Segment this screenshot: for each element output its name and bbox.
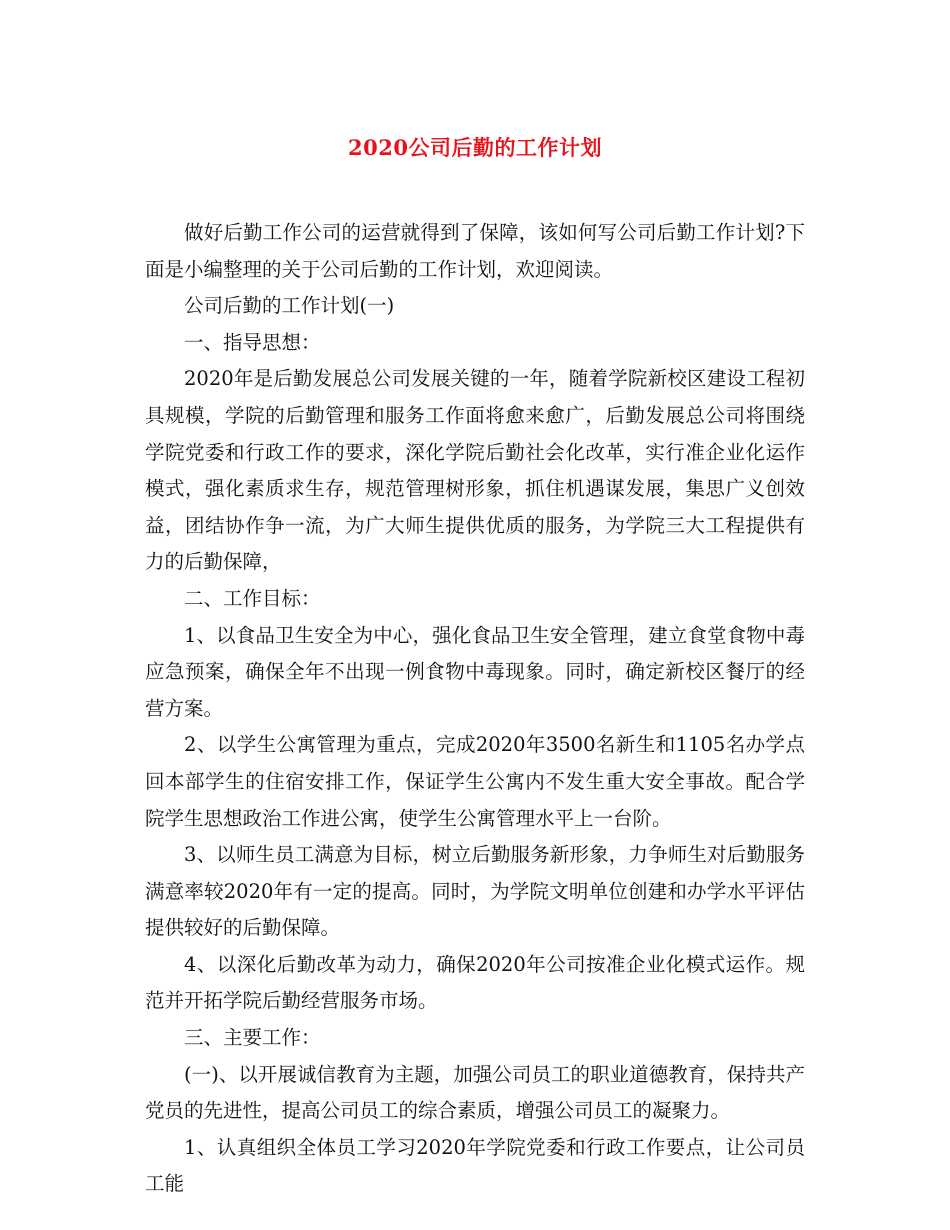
document-title: 2020公司后勤的工作计划: [348, 135, 602, 160]
guiding-ideology-paragraph: 2020年是后勤发展总公司发展关键的一年，随着学院新校区建设工程初具规模，学院的后勤管理和服务工作面将愈来愈广，后勤发展总公司将围绕学院党委和行政工作的要求，深化学院后勤社会化改革，实行准企业化运作模式，强化素质求生存，规范管理树形象，抓住机遇谋发展，集思广义创效益，团结协作争一流，为广大师生提供优质的服务，为学院三大工程提供有力的后勤保障，: [145, 367, 805, 574]
intro-paragraph: 做好后勤工作公司的运营就得到了保障，该如何写公司后勤工作计划?下面是小编整理的关于公司后勤的工作计划，欢迎阅读。: [145, 221, 805, 281]
goal-item-4: 4、以深化后勤改革为动力，确保2020年公司按准企业化模式运作。规范并开拓学院后勤经营服务市场。: [145, 952, 805, 1013]
heading-guiding-ideology: 一、指导思想：: [184, 330, 321, 354]
goal-item-1: 1、以食品卫生安全为中心，强化食品卫生安全管理，建立食堂食物中毒应急预案，确保全年不出现一例食物中毒现象。同时，确定新校区餐厅的经营方案。: [145, 623, 805, 720]
section-heading-plan-one: 公司后勤的工作计划(一): [184, 294, 395, 318]
main-work-subitem-1: 1、认真组织全体员工学习2020年学院党委和行政工作要点，让公司员工能: [145, 1135, 805, 1196]
heading-work-goals: 二、工作目标：: [184, 586, 321, 610]
goal-item-3: 3、以师生员工满意为目标，树立后勤服务新形象，力争师生对后勤服务满意率较2020年有一定的提高。同时，为学院文明单位创建和办学水平评估提供较好的后勤保障。: [145, 843, 805, 940]
heading-main-work: 三、主要工作：: [184, 1026, 321, 1050]
document-body: [145, 215, 805, 1203]
goal-item-2: 2、以学生公寓管理为重点，完成2020年3500名新生和1105名办学点回本部学生的住宿安排工作，保证学生公寓内不发生重大安全事故。配合学院学生思想政治工作进公寓，使学生公寓管理水平上一台阶。: [145, 733, 805, 830]
main-work-item-1: (一)、以开展诚信教育为主题，加强公司员工的职业道德教育，保持共产党员的先进性，提高公司员工的综合素质，增强公司员工的凝聚力。: [145, 1062, 805, 1123]
